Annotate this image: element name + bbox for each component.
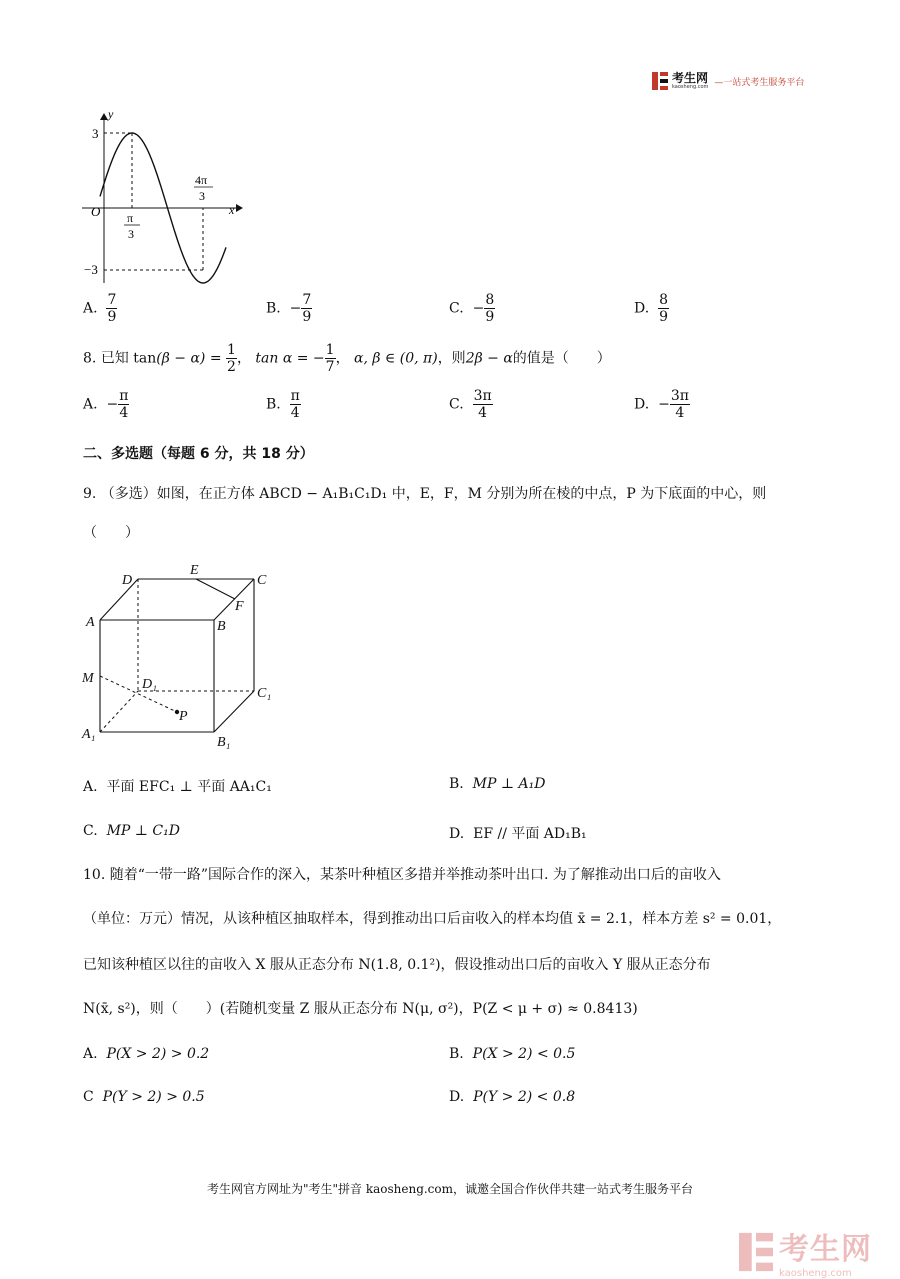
segment-ef bbox=[196, 579, 235, 599]
y-min-label: −3 bbox=[84, 262, 98, 277]
label-b1: B₁ bbox=[217, 735, 231, 750]
label-a: A bbox=[86, 615, 95, 630]
y-axis-label: y bbox=[108, 108, 114, 121]
cube-figure bbox=[78, 562, 298, 752]
logo-slogan: —一站式考生服务平台 bbox=[714, 77, 805, 88]
x-tick2-num: 4π bbox=[195, 173, 208, 187]
logo-subtitle: kaosheng.com bbox=[672, 84, 709, 90]
q10-stem-line3: 已知该种植区以往的亩收入 X 服从正态分布 N(1.8, 0.1²)，假设推动出口后的亩收入 Y 服从正态分布 bbox=[83, 957, 711, 973]
q10-option-b[interactable]: B. P(X > 2) < 0.5 bbox=[449, 1046, 576, 1062]
q10-stem-line4: N(x̄, s²)，则（ ）(若随机变量 Z 服从正态分布 N(μ, σ²)，P(Z < μ + σ) ≈ 0.8413) bbox=[83, 1001, 638, 1017]
x-tick1-num: π bbox=[127, 211, 134, 225]
q9-option-a[interactable]: A. 平面 EFC₁ ⊥ 平面 AA₁C₁ bbox=[83, 779, 272, 795]
q10-option-c[interactable]: C P(Y > 2) > 0.5 bbox=[83, 1089, 205, 1105]
label-e: E bbox=[190, 563, 199, 578]
edge-ad bbox=[100, 579, 138, 620]
q10-stem-line1: 10. 随着“一带一路”国际合作的深入，某茶叶种植区多措并举推动茶叶出口. 为了解推动出口后的亩收入 bbox=[83, 867, 721, 883]
y-max-label: 3 bbox=[92, 126, 99, 141]
footer-text: 考生网官方网址为"考生"拼音 kaosheng.com，诚邀全国合作伙伴共建一站式考生服务平台 bbox=[206, 1182, 694, 1196]
q8-stem: 8. 已知 tan(β − α) = $\frac{1}{2}$ ， tan α = − $\frac{1}{7}$ ， α, β ∈ (0, π)，则2β − α的值是（ ） bbox=[83, 342, 611, 375]
logo-title: 考生网 bbox=[672, 71, 709, 85]
edge-b1c1 bbox=[214, 691, 254, 732]
watermark-logo-icon bbox=[739, 1232, 773, 1272]
q10-option-a[interactable]: A. P(X > 2) > 0.2 bbox=[83, 1046, 210, 1062]
origin-label: O bbox=[91, 204, 101, 219]
q10-option-d[interactable]: D. P(Y > 2) < 0.8 bbox=[449, 1089, 576, 1105]
q9-option-d[interactable]: D. EF // 平面 AD₁B₁ bbox=[449, 826, 587, 842]
edge-a1d1 bbox=[100, 691, 138, 732]
q7-option-c[interactable]: C. − $\frac{8}{9}$ bbox=[449, 292, 495, 325]
x-tick2-den: 3 bbox=[199, 189, 205, 203]
q10-stem-line2: （单位：万元）情况，从该种植区抽取样本，得到推动出口后亩收入的样本均值 x̄ = 2.1，样本方差 s² = 0.01， bbox=[83, 911, 782, 927]
watermark-title: 考生网 bbox=[779, 1232, 872, 1267]
watermark-subtitle: kaosheng.com bbox=[779, 1268, 852, 1279]
label-m: M bbox=[82, 671, 94, 686]
q7-option-b[interactable]: B. − $\frac{7}{9}$ bbox=[266, 292, 312, 325]
label-d: D bbox=[122, 573, 133, 588]
q8-option-c[interactable]: C. $\frac{3\pi}{4}$ bbox=[449, 388, 492, 421]
edge-bc bbox=[214, 579, 254, 620]
label-p: P bbox=[179, 709, 188, 724]
q8-option-d[interactable]: D. − $\frac{3\pi}{4}$ bbox=[634, 388, 689, 421]
q7-option-d[interactable]: D. $\frac{8}{9}$ bbox=[634, 292, 669, 325]
q8-option-b[interactable]: B. $\frac{\pi}{4}$ bbox=[266, 388, 300, 421]
q9-stem-line1: 9. （多选）如图，在正方体 ABCD − A₁B₁C₁D₁ 中，E，F，M 分别为所在棱的中点，P 为下底面的中心，则 bbox=[83, 486, 767, 502]
label-a1: A₁ bbox=[82, 727, 96, 742]
q9-stem-line2: （ ） bbox=[83, 525, 139, 541]
q7-option-a[interactable]: A. $\frac{7}{9}$ bbox=[83, 292, 117, 325]
x-axis-label: x bbox=[229, 203, 235, 217]
sine-graph bbox=[80, 108, 260, 288]
label-c: C bbox=[257, 573, 267, 588]
label-f: F bbox=[235, 599, 244, 614]
label-d1: D₁ bbox=[142, 677, 157, 692]
label-b: B bbox=[217, 619, 226, 634]
q8-option-a[interactable]: A. − $\frac{\pi}{4}$ bbox=[83, 388, 129, 421]
watermark bbox=[739, 1224, 872, 1279]
logo-icon bbox=[652, 72, 668, 90]
q9-option-b[interactable]: B. MP ⊥ A₁D bbox=[449, 776, 546, 792]
label-c1: C₁ bbox=[257, 686, 272, 701]
section-2-title: 二、多选题（每题 6 分，共 18 分） bbox=[83, 446, 314, 462]
header-logo bbox=[652, 72, 804, 90]
x-tick1-den: 3 bbox=[128, 227, 134, 241]
q9-option-c[interactable]: C. MP ⊥ C₁D bbox=[83, 823, 180, 839]
